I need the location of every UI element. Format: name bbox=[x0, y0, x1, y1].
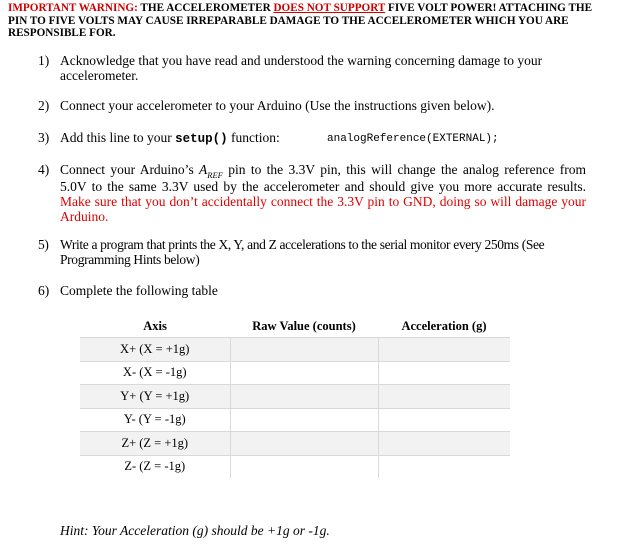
table-row bbox=[80, 361, 510, 385]
step-text: Connect your accelerometer to your Arduino (Use the instructions given below). bbox=[60, 98, 495, 113]
raw-value-cell[interactable] bbox=[230, 432, 378, 456]
column-header: Axis bbox=[143, 318, 167, 333]
axis-cell: Z- (Z = -1g) bbox=[80, 455, 230, 478]
warning-red-text: Make sure that you don’t accidentally connect the 3.3V pin to GND, doing so will damage your Arduino. bbox=[60, 194, 586, 224]
step-text-after: pin to the 3.3V pin, this will change the analog reference from 5.0V to the same 3.3V used by the accelerometer and should give you more accurate results. bbox=[60, 162, 586, 194]
acceleration-cell[interactable] bbox=[378, 455, 510, 478]
axis-cell: Y+ (Y = +1g) bbox=[80, 385, 230, 409]
step-text-after: function: bbox=[227, 130, 280, 145]
step-text: Connect your Arduino’s bbox=[60, 162, 200, 177]
step-1 bbox=[38, 53, 586, 85]
code-snippet: analogReference(EXTERNAL); bbox=[327, 133, 499, 145]
axis-cell: X+ (X = +1g) bbox=[80, 338, 230, 362]
aref-subscript: REF bbox=[207, 170, 223, 180]
step-number: 5) bbox=[38, 237, 49, 252]
step-text: Complete the following table bbox=[60, 283, 218, 298]
warning-prefix: IMPORTANT WARNING: bbox=[8, 2, 138, 14]
step-text: Write a program that prints the X, Y, and Z accelerations to the serial monitor every 250ms (See Programming Hints below) bbox=[60, 237, 545, 267]
step-number: 3) bbox=[38, 130, 50, 145]
acceleration-cell[interactable] bbox=[378, 385, 510, 409]
raw-value-cell[interactable] bbox=[230, 338, 378, 362]
warning-text-2: FIVE VOLT POWER! ATTACHING THE PIN TO FIVE VOLTS MAY CAUSE IRREPARABLE DAMAGE TO THE ACCELEROMETER WHICH YOU ARE RESPONSIBLE FOR. bbox=[8, 2, 593, 39]
setup-code: setup() bbox=[175, 132, 228, 146]
warning-banner bbox=[8, 2, 614, 40]
table-row bbox=[80, 408, 510, 432]
table-row bbox=[80, 385, 510, 409]
acceleration-cell[interactable] bbox=[378, 361, 510, 385]
raw-value-cell[interactable] bbox=[230, 408, 378, 432]
axis-cell: X- (X = -1g) bbox=[80, 361, 230, 385]
table-row bbox=[80, 338, 510, 362]
warning-underlined: DOES NOT SUPPORT bbox=[273, 2, 386, 14]
acceleration-cell[interactable] bbox=[378, 408, 510, 432]
raw-value-cell[interactable] bbox=[230, 361, 378, 385]
column-header: Acceleration (g) bbox=[401, 318, 487, 333]
aref-letter: A bbox=[199, 162, 208, 177]
hint-text: Hint: Your Acceleration (g) should be +1g or -1g. bbox=[60, 523, 330, 538]
axis-cell: Z+ (Z = +1g) bbox=[80, 432, 230, 456]
step-number: 6) bbox=[38, 283, 50, 298]
results-table bbox=[80, 315, 510, 478]
table-row bbox=[80, 455, 510, 478]
column-header: Raw Value (counts) bbox=[252, 318, 356, 333]
table-row bbox=[80, 432, 510, 456]
step-text: Acknowledge that you have read and understood the warning concerning damage to your accelerometer. bbox=[60, 53, 543, 83]
step-text: Add this line to your bbox=[60, 130, 176, 145]
raw-value-cell[interactable] bbox=[230, 385, 378, 409]
acceleration-cell[interactable] bbox=[378, 338, 510, 362]
warning-text-1: THE ACCELEROMETER bbox=[137, 2, 274, 14]
acceleration-cell[interactable] bbox=[378, 432, 510, 456]
step-number: 4) bbox=[38, 162, 50, 177]
step-number: 1) bbox=[38, 53, 50, 68]
raw-value-cell[interactable] bbox=[230, 455, 378, 478]
step-number: 2) bbox=[38, 98, 50, 113]
axis-cell: Y- (Y = -1g) bbox=[80, 408, 230, 432]
